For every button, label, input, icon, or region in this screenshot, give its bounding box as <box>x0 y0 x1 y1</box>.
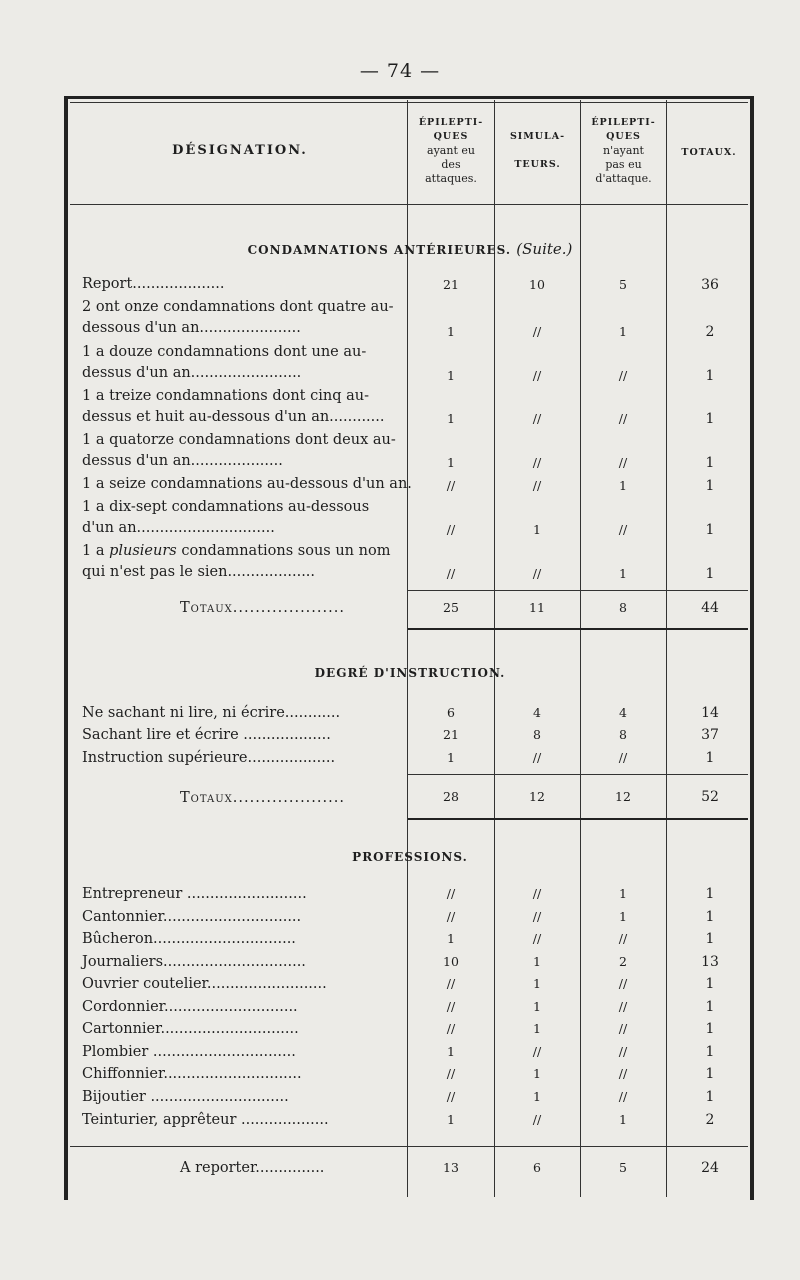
cell-s2-total-col3: 12 <box>615 789 631 804</box>
cell-s3-r3-col3: 2 <box>619 954 627 969</box>
column-rule-2 <box>494 100 495 1197</box>
row-label-plusieurs: 1 a plusieurs condamnations sous un nom qui n'est pas le sien................... <box>82 543 391 580</box>
row-label-quatorze: 1 a quatorze condamnations dont deux au-dessus d'un an.................... <box>82 432 396 469</box>
section-end-rule-2 <box>408 818 748 820</box>
cell-s3-r3-col1: 10 <box>443 954 459 969</box>
cell-s3-total-col3: 5 <box>619 1160 627 1175</box>
cell-s1-r5-col1: // <box>446 478 456 493</box>
cell-s2-r2-col1: 1 <box>447 750 455 765</box>
row-label-journaliers: Journaliers............................... <box>82 954 306 970</box>
row-label-treize: 1 a treize condamnations dont cinq au-dessus et huit au-dessous d'un an............ <box>82 388 385 425</box>
cell-s3-r1-col3: 1 <box>619 909 627 924</box>
cell-s1-r7-col2: // <box>532 566 542 581</box>
cell-s3-r5-col2: 1 <box>533 999 541 1014</box>
cell-s3-r1-col4: 1 <box>705 909 715 925</box>
section-title-instruction: DEGRÉ D'INSTRUCTION. <box>314 666 506 680</box>
cell-s3-r6-col2: 1 <box>533 1021 541 1036</box>
row-label-douze: 1 a douze condamnations dont une au-dessus d'un an........................ <box>82 344 367 381</box>
cell-s2-r0-col4: 14 <box>701 705 719 721</box>
cell-s3-r0-col2: // <box>532 886 542 901</box>
cell-s1-total-col1: 25 <box>443 600 459 615</box>
cell-s3-r4-col1: // <box>446 976 456 991</box>
cell-s1-total-col3: 8 <box>619 600 627 615</box>
cell-s2-total-col1: 28 <box>443 789 459 804</box>
cell-s2-r0-col2: 4 <box>533 705 541 720</box>
cell-s3-r7-col2: // <box>532 1044 542 1059</box>
cell-s3-r9-col3: // <box>618 1089 628 1104</box>
cell-s3-total-col4: 24 <box>701 1160 719 1176</box>
column-rule-1 <box>407 100 408 1197</box>
cell-s2-r1-col2: 8 <box>533 727 541 742</box>
cell-s1-r7-col3: 1 <box>619 566 627 581</box>
cell-s1-r2-col4: 1 <box>705 368 715 384</box>
cell-s2-total-col2: 12 <box>529 789 545 804</box>
cell-s1-r3-col1: 1 <box>447 411 455 426</box>
cell-s1-r6-col3: // <box>618 522 628 537</box>
cell-s1-r4-col4: 1 <box>705 455 715 471</box>
cell-s1-r3-col2: // <box>532 411 542 426</box>
cell-s1-r0-col3: 5 <box>619 277 627 292</box>
cell-s1-r0-col4: 36 <box>701 277 719 293</box>
header-simulateurs: SIMULA- TEURS. <box>509 131 566 170</box>
cell-s2-r1-col4: 37 <box>701 727 719 743</box>
row-label-totaux-2: Totaux.................... <box>180 790 345 806</box>
cell-s3-r7-col3: // <box>618 1044 628 1059</box>
header-totaux: TOTAUX. <box>681 147 737 158</box>
cell-s1-r0-col2: 10 <box>529 277 545 292</box>
row-label-bijoutier: Bijoutier .............................. <box>82 1089 289 1105</box>
cell-s1-r5-col2: // <box>532 478 542 493</box>
header-epileptiques-attaques: ÉPILEPTI- QUES ayant eu des attaques. <box>418 117 484 185</box>
column-rule-4 <box>666 100 667 1197</box>
subtotal-rule-3 <box>70 1146 748 1147</box>
subtotal-rule-1 <box>408 590 748 591</box>
cell-s2-total-col4: 52 <box>701 789 719 805</box>
cell-s3-r1-col1: // <box>446 909 456 924</box>
cell-s1-r1-col2: // <box>532 324 542 339</box>
row-label-report: Report.................... <box>82 276 225 292</box>
cell-s2-r0-col1: 6 <box>447 705 455 720</box>
cell-s2-r2-col2: // <box>532 750 542 765</box>
cell-s3-r10-col2: // <box>532 1112 542 1127</box>
row-label-teinturier: Teinturier, apprêteur ................... <box>82 1112 329 1128</box>
cell-s1-r4-col2: // <box>532 455 542 470</box>
cell-s3-r1-col2: // <box>532 909 542 924</box>
column-rule-3 <box>580 100 581 1197</box>
header-designation: DÉSIGNATION. <box>172 143 308 158</box>
row-label-cartonnier: Cartonnier.............................. <box>82 1021 299 1037</box>
cell-s3-r6-col4: 1 <box>705 1021 715 1037</box>
header-bottom-rule <box>70 204 748 205</box>
cell-s1-r5-col4: 1 <box>705 478 715 494</box>
subtotal-rule-2 <box>408 774 748 775</box>
cell-s3-r8-col3: // <box>618 1066 628 1081</box>
row-label-coutelier: Ouvrier coutelier.......................... <box>82 976 327 992</box>
cell-s1-total-col2: 11 <box>529 600 545 615</box>
header-epileptiques-sans-attaque: ÉPILEPTI- QUES n'ayant pas eu d'attaque. <box>591 117 656 185</box>
cell-s3-total-col1: 13 <box>443 1160 459 1175</box>
cell-s1-r0-col1: 21 <box>443 277 459 292</box>
cell-s3-r6-col1: // <box>446 1021 456 1036</box>
row-label-ne-sachant: Ne sachant ni lire, ni écrire............ <box>82 705 341 721</box>
cell-s3-r7-col1: 1 <box>447 1044 455 1059</box>
row-label-entrepreneur: Entrepreneur .......................... <box>82 886 307 902</box>
section-title-professions: PROFESSIONS. <box>352 850 468 864</box>
cell-s2-r1-col3: 8 <box>619 727 627 742</box>
cell-s3-r9-col4: 1 <box>705 1089 715 1105</box>
cell-s1-r5-col3: 1 <box>619 478 627 493</box>
cell-s3-r4-col2: 1 <box>533 976 541 991</box>
cell-s3-r10-col1: 1 <box>447 1112 455 1127</box>
cell-s1-r6-col4: 1 <box>705 522 715 538</box>
cell-s3-r3-col2: 1 <box>533 954 541 969</box>
row-label-instruction-sup: Instruction supérieure................... <box>82 750 336 766</box>
cell-s1-r1-col1: 1 <box>447 324 455 339</box>
cell-s3-r0-col4: 1 <box>705 886 715 902</box>
cell-s3-r2-col2: // <box>532 931 542 946</box>
section-title-condamnations: CONDAMNATIONS ANTÉRIEURES. (Suite.) <box>247 240 573 258</box>
cell-s1-r2-col3: // <box>618 368 628 383</box>
cell-s3-r3-col4: 13 <box>701 954 719 970</box>
table-frame-inner-rule <box>70 102 748 103</box>
cell-s3-r9-col2: 1 <box>533 1089 541 1104</box>
cell-s3-total-col2: 6 <box>533 1160 541 1175</box>
cell-s3-r7-col4: 1 <box>705 1044 715 1060</box>
cell-s1-r7-col4: 1 <box>705 566 715 582</box>
row-label-plombier: Plombier ............................... <box>82 1044 296 1060</box>
cell-s1-r6-col1: // <box>446 522 456 537</box>
section-end-rule-1 <box>408 628 748 630</box>
cell-s1-r1-col3: 1 <box>619 324 627 339</box>
cell-s3-r9-col1: // <box>446 1089 456 1104</box>
cell-s1-r2-col2: // <box>532 368 542 383</box>
cell-s1-r4-col3: // <box>618 455 628 470</box>
cell-s2-r0-col3: 4 <box>619 705 627 720</box>
row-label-cordonnier: Cordonnier............................. <box>82 999 298 1015</box>
cell-s2-r2-col4: 1 <box>705 750 715 766</box>
cell-s1-r7-col1: // <box>446 566 456 581</box>
cell-s3-r5-col4: 1 <box>705 999 715 1015</box>
cell-s1-r1-col4: 2 <box>705 324 715 340</box>
cell-s3-r4-col4: 1 <box>705 976 715 992</box>
cell-s3-r8-col2: 1 <box>533 1066 541 1081</box>
cell-s1-r6-col2: 1 <box>533 522 541 537</box>
cell-s3-r5-col1: // <box>446 999 456 1014</box>
cell-s3-r8-col4: 1 <box>705 1066 715 1082</box>
cell-s3-r0-col3: 1 <box>619 886 627 901</box>
cell-s3-r2-col3: // <box>618 931 628 946</box>
cell-s3-r0-col1: // <box>446 886 456 901</box>
row-label-a-reporter: A reporter............... <box>180 1160 325 1176</box>
cell-s3-r5-col3: // <box>618 999 628 1014</box>
cell-s1-r3-col4: 1 <box>705 411 715 427</box>
page-number: — 74 — <box>359 60 441 82</box>
cell-s2-r2-col3: // <box>618 750 628 765</box>
cell-s3-r2-col1: 1 <box>447 931 455 946</box>
row-label-onze: 2 ont onze condamnations dont quatre au-dessous d'un an...................... <box>82 299 394 336</box>
row-label-chiffonnier: Chiffonnier.............................. <box>82 1066 302 1082</box>
cell-s1-total-col4: 44 <box>701 600 719 616</box>
row-label-sachant: Sachant lire et écrire ................... <box>82 727 331 743</box>
cell-s1-r2-col1: 1 <box>447 368 455 383</box>
row-label-bucheron: Bûcheron............................... <box>82 931 296 947</box>
cell-s2-r1-col1: 21 <box>443 727 459 742</box>
cell-s3-r10-col4: 2 <box>705 1112 715 1128</box>
cell-s1-r4-col1: 1 <box>447 455 455 470</box>
row-label-dix-sept: 1 a dix-sept condamnations au-dessous d'un an.............................. <box>82 499 370 536</box>
row-label-totaux-1: Totaux.................... <box>180 600 345 616</box>
cell-s1-r3-col3: // <box>618 411 628 426</box>
cell-s3-r2-col4: 1 <box>705 931 715 947</box>
cell-s3-r10-col3: 1 <box>619 1112 627 1127</box>
cell-s3-r8-col1: // <box>446 1066 456 1081</box>
cell-s3-r6-col3: // <box>618 1021 628 1036</box>
cell-s3-r4-col3: // <box>618 976 628 991</box>
row-label-seize: 1 a seize condamnations au-dessous d'un an. <box>82 476 412 492</box>
row-label-cantonnier: Cantonnier.............................. <box>82 909 302 925</box>
